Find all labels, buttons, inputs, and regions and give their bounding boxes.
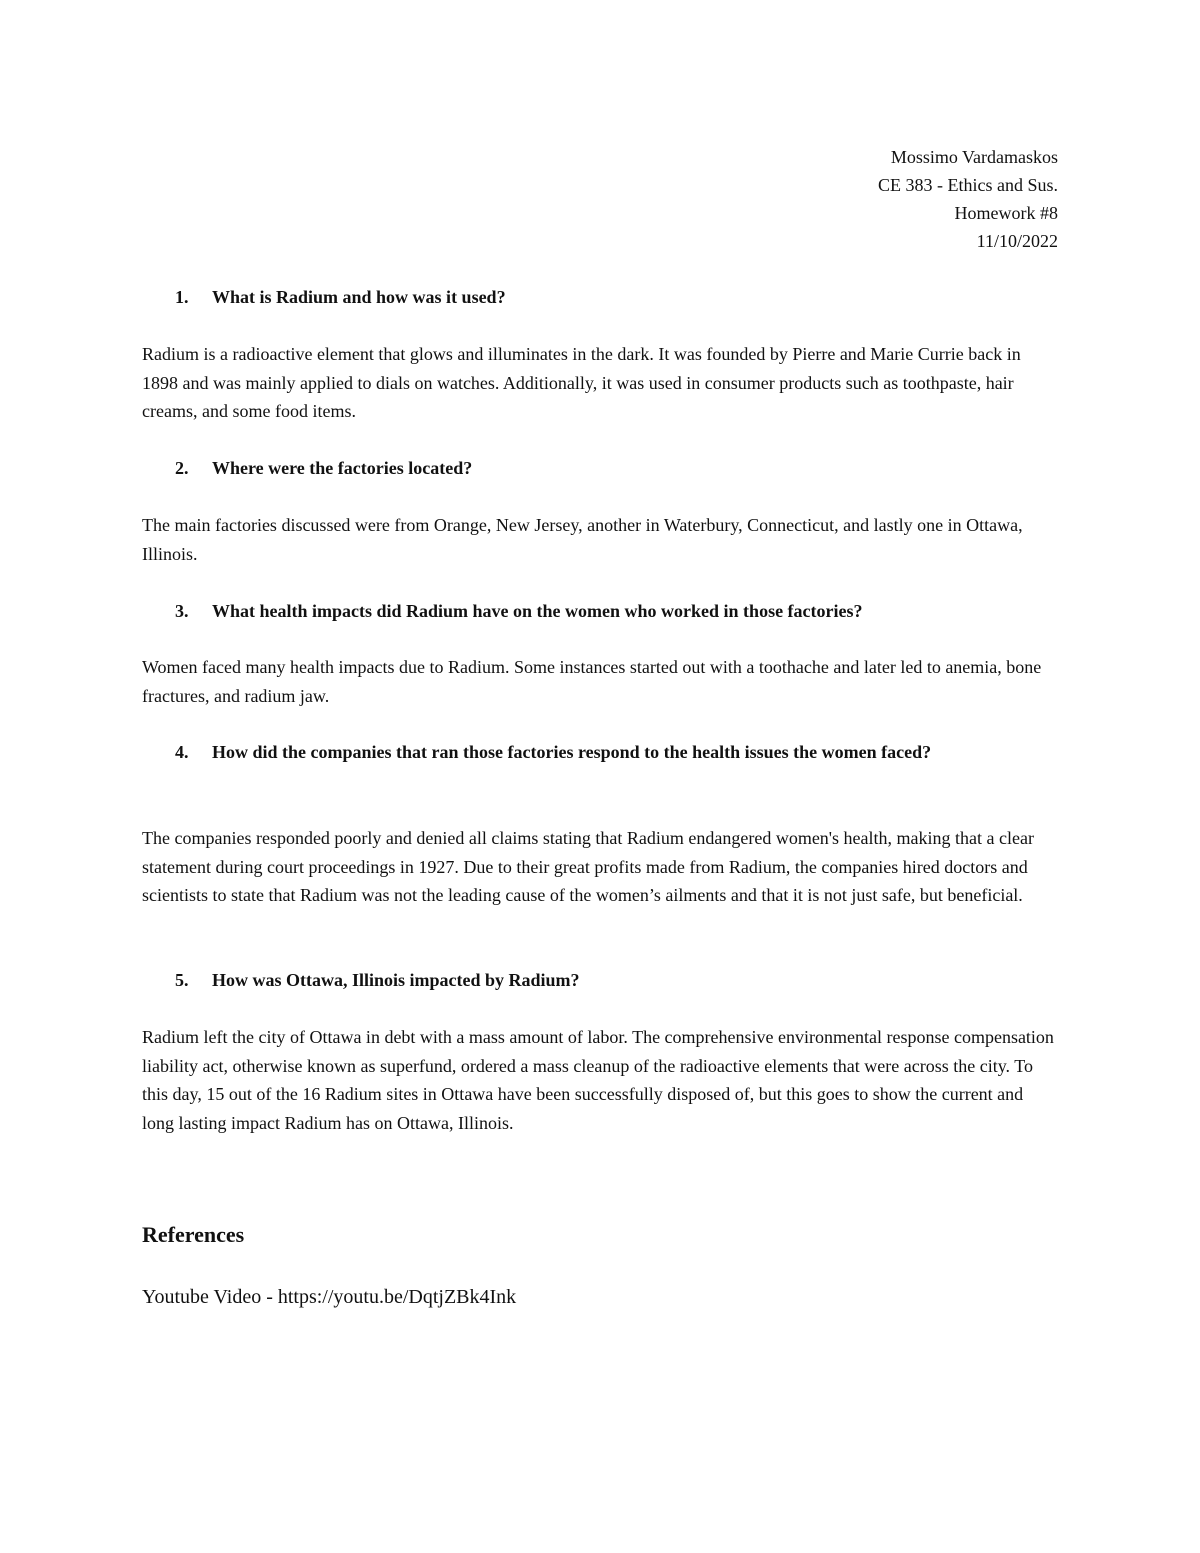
- question-text: What is Radium and how was it used?: [212, 287, 506, 307]
- question-number: 3.: [175, 601, 189, 621]
- question-heading: [175, 966, 1025, 995]
- question-text: Where were the factories located?: [212, 458, 473, 478]
- question-text: What health impacts did Radium have on the women who worked in those factories?: [212, 601, 863, 621]
- answer-paragraph: Radium is a radioactive element that glows and illuminates in the dark. It was founded by Pierre and Marie Currie back in 1898 and was mainly applied to dials on watches. Additionally, it was used in consumer products such as toothpaste, hair creams, and some food items.: [142, 344, 1021, 422]
- question-heading: [175, 597, 1025, 626]
- question-number: 1.: [175, 287, 189, 307]
- question-number: 2.: [175, 458, 189, 478]
- author-name: Mossimo Vardamaskos: [890, 147, 1058, 167]
- course-name: CE 383 - Ethics and Sus.: [878, 175, 1058, 195]
- answer-paragraph: Radium left the city of Ottawa in debt with a mass amount of labor. The comprehensive environmental response compensation liability act, otherwise known as superfund, ordered a mass cleanup of the radioactive elements that were across the city. To this day, 15 out of the 16 Radium sites in Ottawa have been successfully disposed of, but this goes to show the current and long lasting impact Radium has on Ottawa, Illinois.: [142, 1027, 1054, 1133]
- date: 11/10/2022: [976, 231, 1058, 251]
- question-heading: [175, 283, 1025, 312]
- answer-paragraph: The companies responded poorly and denied all claims stating that Radium endangered women's health, making that a clear statement during court proceedings in 1927. Due to their great profits made from Radium, the companies hired doctors and scientists to state that Radium was not the leading cause of the women’s ailments and that it is not just safe, but beneficial.: [142, 828, 1034, 906]
- answer-paragraph: Women faced many health impacts due to Radium. Some instances started out with a toothache and later led to anemia, bone fractures, and radium jaw.: [142, 657, 1042, 706]
- references-heading: References: [142, 1222, 245, 1247]
- question-text: How did the companies that ran those factories respond to the health issues the women faced?: [212, 742, 932, 762]
- question-heading: [175, 454, 1025, 483]
- question-text: How was Ottawa, Illinois impacted by Radium?: [212, 970, 580, 990]
- reference-link[interactable]: Youtube Video - https://youtu.be/DqtjZBk4Ink: [142, 1286, 517, 1308]
- question-heading: [175, 738, 995, 767]
- question-number: 4.: [175, 742, 189, 762]
- answer-paragraph: The main factories discussed were from Orange, New Jersey, another in Waterbury, Connecticut, and lastly one in Ottawa, Illinois.: [142, 515, 1023, 564]
- assignment-title: Homework #8: [954, 203, 1058, 223]
- question-number: 5.: [175, 970, 189, 990]
- document-header: [878, 143, 1058, 255]
